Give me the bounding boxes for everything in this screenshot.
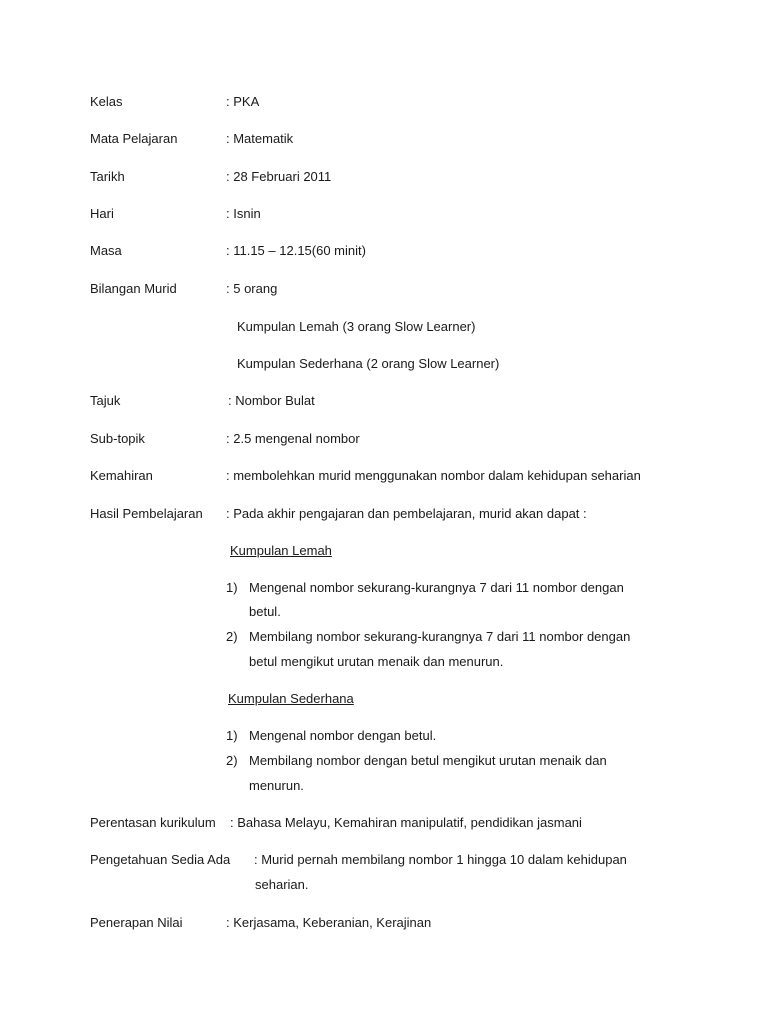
list-item-number: 1) bbox=[226, 580, 238, 595]
field-value-pengetahuan-continued: seharian. bbox=[255, 877, 309, 892]
list-item-text: Mengenal nombor sekurang-kurangnya 7 dari 11 nombor dengan bbox=[249, 580, 624, 595]
list-item-number: 2) bbox=[226, 753, 238, 768]
field-label-kelas: Kelas bbox=[90, 94, 123, 109]
heading-kumpulan-lemah: Kumpulan Lemah bbox=[230, 543, 332, 558]
list-item-text: Membilang nombor dengan betul mengikut urutan menaik dan bbox=[249, 753, 607, 768]
field-label-perentasan-kurikulum: Perentasan kurikulum bbox=[90, 815, 216, 830]
field-label-tarikh: Tarikh bbox=[90, 169, 125, 184]
field-value-hasil-pembelajaran: : Pada akhir pengajaran dan pembelajaran, murid akan dapat : bbox=[226, 506, 587, 521]
field-value-subtopik: : 2.5 mengenal nombor bbox=[226, 431, 360, 446]
group-lemah-count: Kumpulan Lemah (3 orang Slow Learner) bbox=[237, 319, 476, 334]
field-label-pengetahuan-sedia-ada: Pengetahuan Sedia Ada bbox=[90, 852, 231, 867]
field-label-mata-pelajaran: Mata Pelajaran bbox=[90, 131, 178, 146]
field-label-hari: Hari bbox=[90, 206, 114, 221]
field-value-mata-pelajaran: : Matematik bbox=[226, 131, 294, 146]
field-value-hari: : Isnin bbox=[226, 206, 261, 221]
field-label-hasil-pembelajaran: Hasil Pembelajaran bbox=[90, 506, 203, 521]
field-value-penerapan-nilai: : Kerjasama, Keberanian, Kerajinan bbox=[226, 915, 432, 930]
field-label-masa: Masa bbox=[90, 243, 122, 258]
field-label-bilangan-murid: Bilangan Murid bbox=[90, 281, 177, 296]
field-label-tajuk: Tajuk bbox=[90, 393, 121, 408]
field-value-perentasan-kurikulum: : Bahasa Melayu, Kemahiran manipulatif, pendidikan jasmani bbox=[230, 815, 582, 830]
field-value-kelas: : PKA bbox=[226, 94, 260, 109]
list-item-text-continued: betul. bbox=[249, 604, 281, 619]
field-label-subtopik: Sub-topik bbox=[90, 431, 145, 446]
list-item-number: 1) bbox=[226, 728, 238, 743]
field-value-bilangan-murid: : 5 orang bbox=[226, 281, 278, 296]
field-value-pengetahuan-sedia-ada: : Murid pernah membilang nombor 1 hingga 10 dalam kehidupan bbox=[254, 852, 627, 867]
list-item-text: Mengenal nombor dengan betul. bbox=[249, 728, 437, 743]
field-label-penerapan-nilai: Penerapan Nilai bbox=[90, 915, 183, 930]
group-sederhana-count: Kumpulan Sederhana (2 orang Slow Learner) bbox=[237, 356, 500, 371]
field-value-tajuk: : Nombor Bulat bbox=[228, 393, 315, 408]
list-item-text-continued: betul mengikut urutan menaik dan menurun. bbox=[249, 654, 504, 669]
list-item-number: 2) bbox=[226, 629, 238, 644]
field-label-kemahiran: Kemahiran bbox=[90, 468, 153, 483]
field-value-tarikh: : 28 Februari 2011 bbox=[226, 169, 332, 184]
field-value-masa: : 11.15 – 12.15(60 minit) bbox=[226, 243, 366, 258]
list-item-text: Membilang nombor sekurang-kurangnya 7 dari 11 nombor dengan bbox=[249, 629, 631, 644]
list-item-text-continued: menurun. bbox=[249, 778, 304, 793]
heading-kumpulan-sederhana: Kumpulan Sederhana bbox=[228, 691, 354, 706]
field-value-kemahiran: : membolehkan murid menggunakan nombor dalam kehidupan seharian bbox=[226, 468, 641, 483]
